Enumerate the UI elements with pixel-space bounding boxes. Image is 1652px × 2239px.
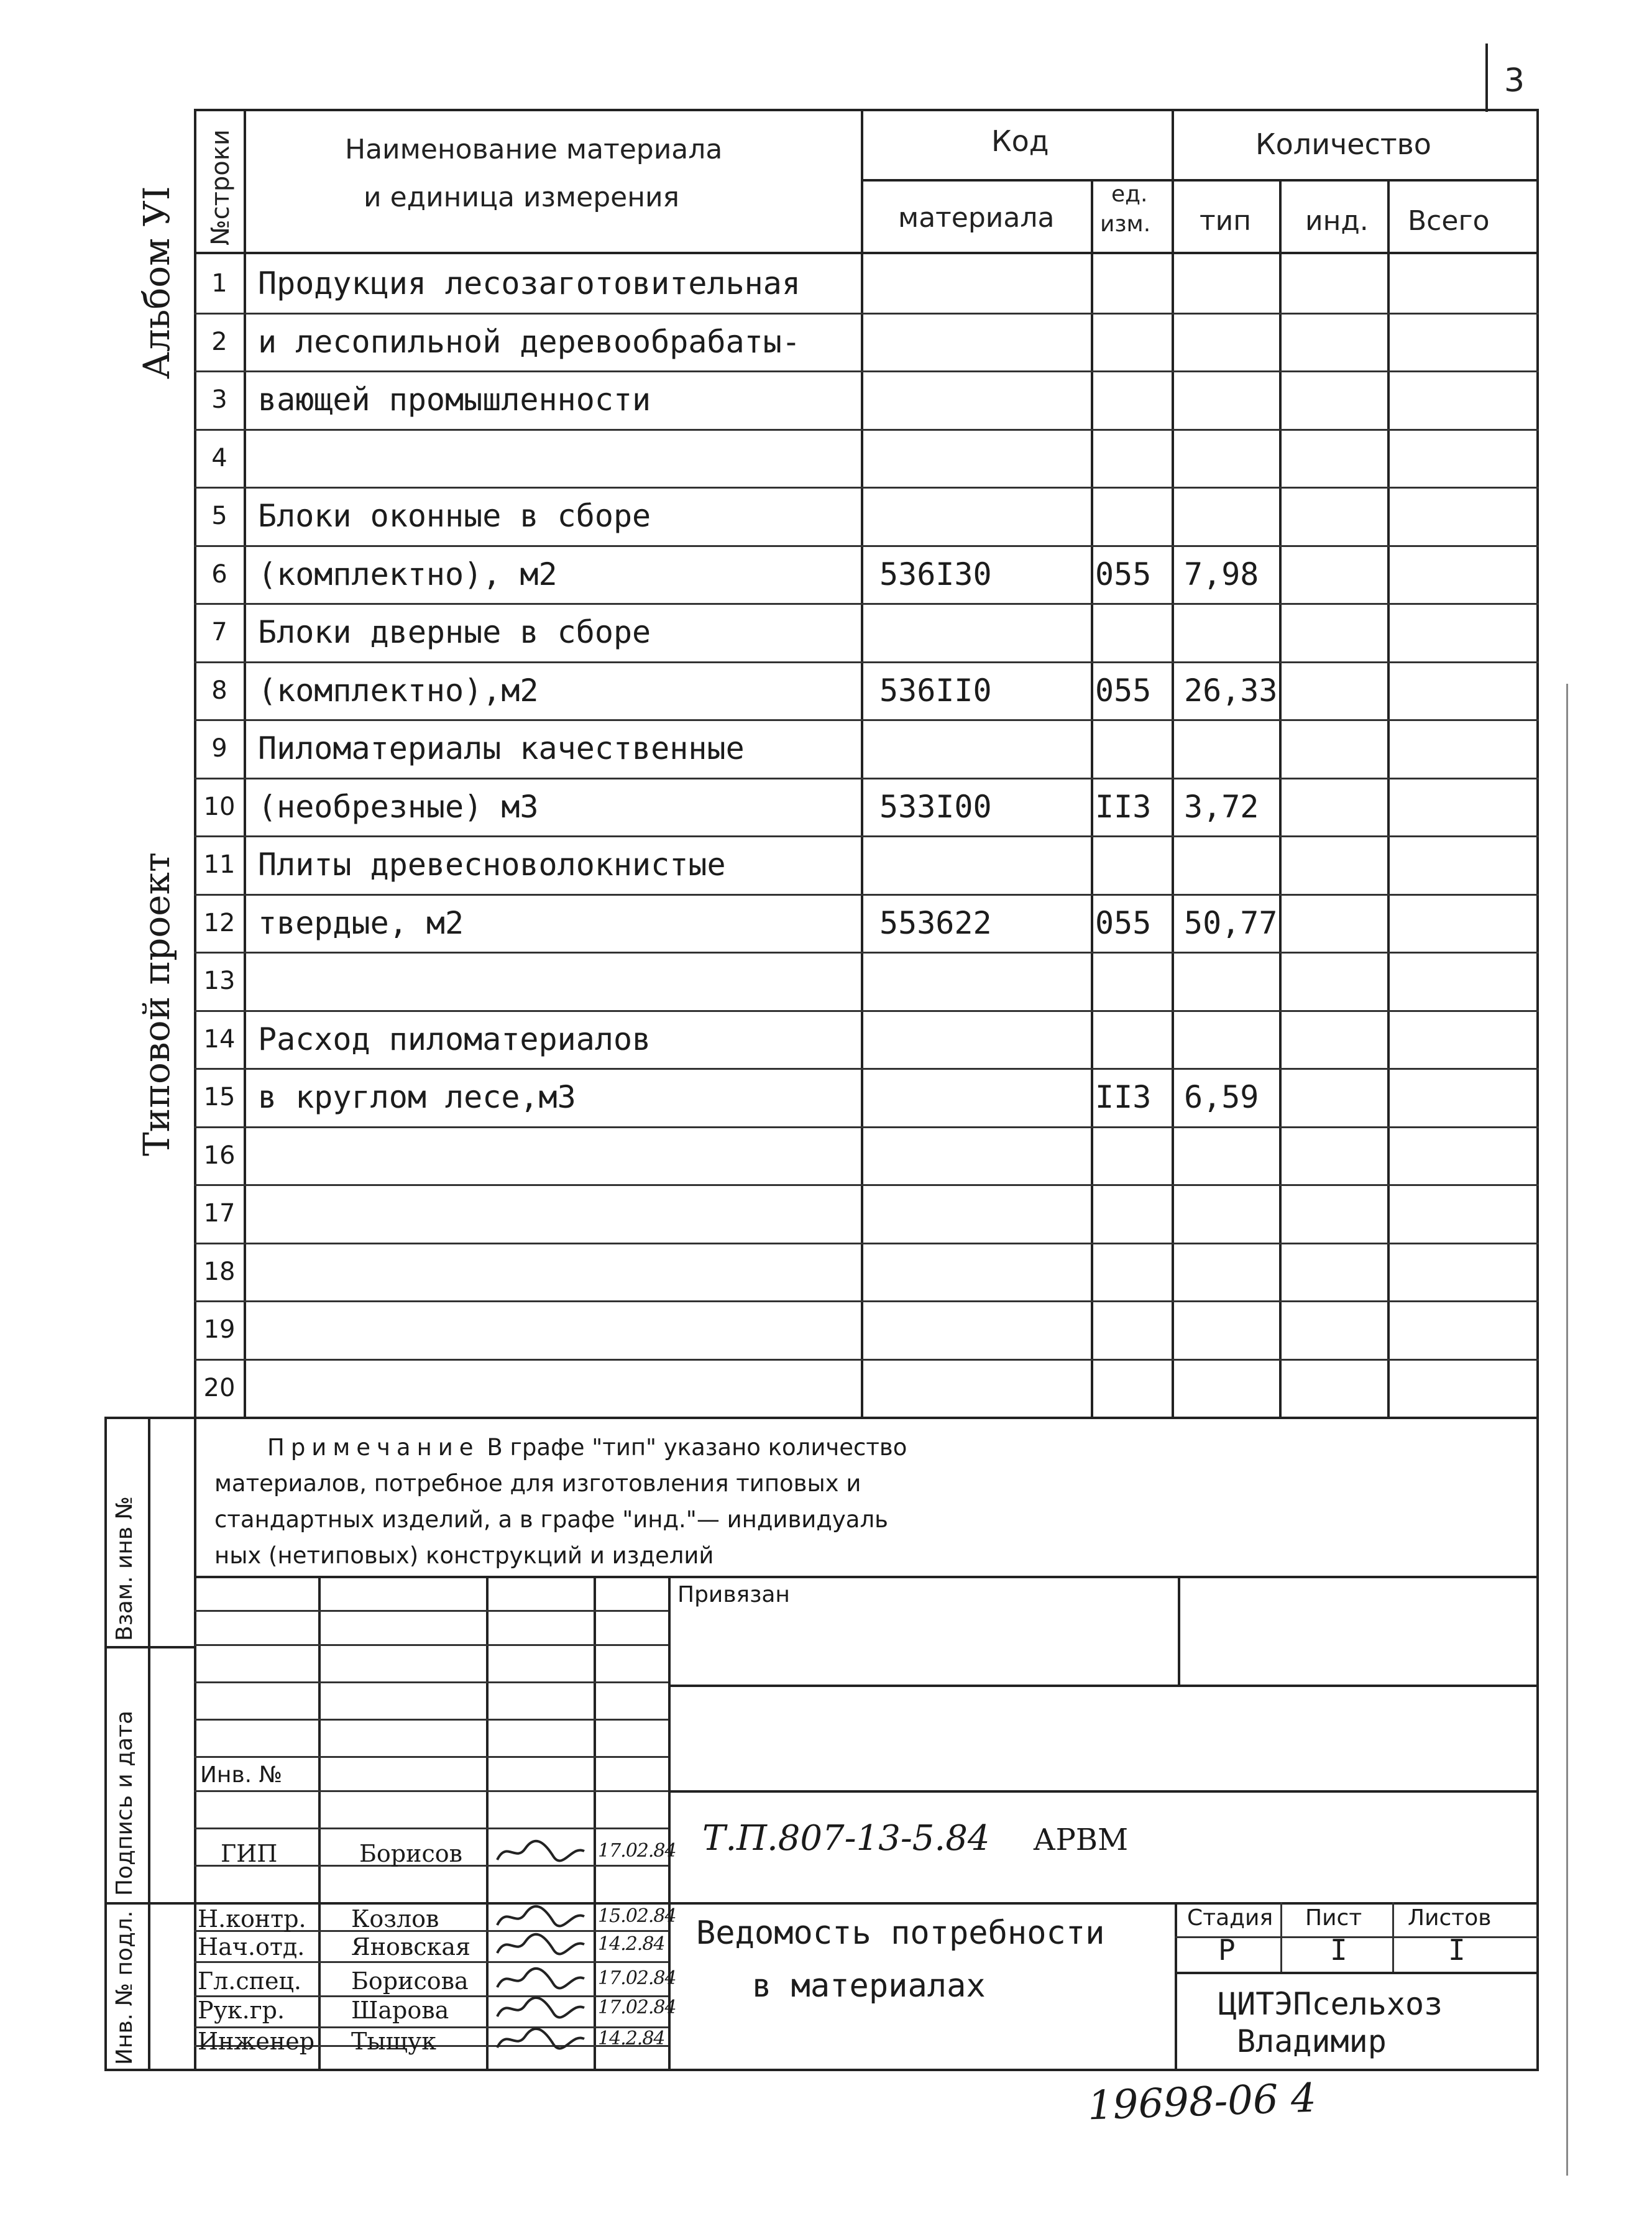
note-line4: ных (нетиповых) конструкций и изделий — [214, 1542, 714, 1569]
table-row — [0, 778, 1539, 836]
row-number: 1 — [211, 269, 227, 298]
sheets-label: Листов — [1408, 1905, 1492, 1931]
code-header: Код — [991, 124, 1049, 158]
signature-date: 14.2.84 — [598, 1933, 665, 1955]
material-name: (комплектно),м2 — [258, 673, 539, 709]
row-number: 6 — [211, 560, 227, 589]
vzam-label: Взам. инв № — [112, 1496, 137, 1641]
material-name: Блоки дверные в сборе — [258, 614, 651, 650]
archive-number: 19698-06 4 — [1086, 2075, 1317, 2130]
material-name: Продукция лесозаготовительная — [258, 265, 801, 301]
unit-code: II3 — [1095, 789, 1152, 825]
row-number: 16 — [203, 1141, 236, 1170]
signature-scribble — [494, 1994, 587, 2025]
project-label: Типовой проект — [135, 852, 178, 1156]
row-number: 7 — [211, 618, 227, 646]
table-row — [0, 1068, 1539, 1126]
doc-code-suffix: АРВМ — [1033, 1823, 1129, 1857]
signature-date: 17.02.84 — [598, 1997, 676, 2018]
row-number: 11 — [203, 850, 236, 879]
name-header-line2: и единица измерения — [364, 182, 680, 213]
signature-date: 17.02.84 — [598, 1967, 676, 1989]
row-number: 15 — [203, 1083, 236, 1111]
doc-code — [702, 1818, 1128, 1859]
row-number-header: №строки — [206, 129, 235, 246]
material-name: в круглом лесе,м3 — [258, 1079, 576, 1115]
note-line3: стандартных изделий, а в графе "инд."— индивидуаль — [214, 1506, 888, 1533]
row-number: 17 — [203, 1199, 236, 1228]
table-row — [0, 254, 1539, 313]
table-row — [0, 1359, 1539, 1417]
signature-role: Инженер — [198, 2028, 315, 2055]
material-code: 536II0 — [879, 673, 992, 709]
material-name: и лесопильной деревообрабаты- — [258, 324, 801, 360]
doc-title-line1: Ведомость потребности — [696, 1915, 1105, 1952]
typ-quantity: 3,72 — [1184, 789, 1259, 825]
signature-scribble — [494, 2025, 587, 2056]
org-line2: Владимир — [1237, 2023, 1387, 2059]
table-row — [0, 1010, 1539, 1069]
table-row — [0, 370, 1539, 429]
stage-value: Р — [1218, 1933, 1236, 1967]
material-header: материала — [898, 202, 1055, 234]
material-name: Расход пиломатериалов — [258, 1021, 651, 1057]
row-number: 4 — [211, 444, 227, 472]
signature-name: Козлов — [351, 1905, 439, 1933]
table-row — [0, 835, 1539, 894]
signature-scribble — [494, 1931, 587, 1962]
material-code: 536I30 — [879, 556, 992, 592]
material-name: Блоки оконные в сборе — [258, 498, 651, 534]
typ-header: тип — [1200, 205, 1251, 237]
table-row — [0, 661, 1539, 720]
unit-code: 055 — [1095, 556, 1152, 592]
table-row — [0, 429, 1539, 487]
unit-code: 055 — [1095, 905, 1152, 941]
material-code: 553622 — [879, 905, 992, 941]
signature-name: Яновская — [351, 1933, 470, 1961]
material-name: вающей промышленности — [258, 382, 651, 418]
signature-scribble — [494, 1965, 587, 1996]
material-name: Плиты древесноволокнистые — [258, 847, 726, 883]
signature-name: Борисова — [351, 1967, 469, 1995]
row-number: 13 — [203, 967, 236, 995]
org-line1: ЦИТЭПсельхоз — [1218, 1986, 1443, 2022]
page-number: 3 — [1504, 62, 1525, 99]
signature-role: Нач.отд. — [198, 1933, 305, 1961]
note-line1 — [267, 1430, 907, 1466]
signature-scribble — [494, 1903, 587, 1934]
signature-name: Тыщук — [351, 2028, 437, 2055]
note-text-1: В графе "тип" указано количество — [487, 1434, 907, 1461]
material-name: (комплектно), м2 — [258, 556, 558, 592]
typ-quantity: 26,33 — [1184, 673, 1278, 709]
row-number: 2 — [211, 328, 227, 356]
typ-quantity: 6,59 — [1184, 1079, 1259, 1115]
sheet-value: I — [1330, 1933, 1347, 1967]
row-number: 18 — [203, 1257, 236, 1286]
signature-name: Борисов — [359, 1840, 463, 1867]
stage-label: Стадия — [1187, 1905, 1273, 1931]
material-name: Пиломатериалы качественные — [258, 730, 745, 766]
table-row — [0, 719, 1539, 778]
quantity-header: Количество — [1255, 127, 1431, 161]
typ-quantity: 7,98 — [1184, 556, 1259, 592]
ind-header: инд. — [1305, 205, 1369, 237]
sheets-value: I — [1448, 1933, 1466, 1967]
inv-no-label: Инв. № — [200, 1762, 283, 1788]
signature-role: Н.контр. — [198, 1905, 306, 1933]
privyazan-label: Привязан — [677, 1582, 790, 1607]
row-number: 12 — [203, 909, 236, 937]
unit-header-line2: изм. — [1100, 211, 1151, 237]
note-label: Примечание — [267, 1434, 480, 1461]
table-row — [0, 313, 1539, 371]
table-row — [0, 603, 1539, 661]
unit-header-line1: ед. — [1111, 182, 1148, 207]
podpis-label: Подпись и дата — [112, 1710, 137, 1896]
doc-code-number: Т.П.807-13-5.84 — [702, 1818, 990, 1859]
album-label: Альбом УI — [135, 186, 178, 379]
material-name: (необрезные) м3 — [258, 789, 539, 825]
signature-date: 17.02.84 — [598, 1840, 676, 1862]
row-number: 3 — [211, 385, 227, 414]
row-number: 19 — [203, 1315, 236, 1344]
signature-name: Шарова — [351, 1997, 449, 2024]
material-code: 533I00 — [879, 789, 992, 825]
row-number: 20 — [203, 1374, 236, 1402]
doc-title-line2: в материалах — [752, 1967, 986, 2005]
signature-date: 15.02.84 — [598, 1905, 676, 1927]
table-row — [0, 1300, 1539, 1359]
table-row — [0, 894, 1539, 952]
table-row — [0, 545, 1539, 604]
sheet-label: Пист — [1305, 1905, 1362, 1931]
row-number: 14 — [203, 1025, 236, 1054]
table-row — [0, 487, 1539, 545]
inv-podl-label: Инв. № подл. — [112, 1910, 137, 2065]
signature-role: Гл.спец. — [198, 1967, 301, 1995]
material-name: твердые, м2 — [258, 905, 464, 941]
signature-date: 14.2.84 — [598, 2028, 665, 2049]
name-header-line1: Наименование материала — [345, 134, 723, 165]
unit-code: 055 — [1095, 673, 1152, 709]
table-row — [0, 1243, 1539, 1301]
row-number: 8 — [211, 676, 227, 705]
row-number: 9 — [211, 734, 227, 763]
typ-quantity: 50,77 — [1184, 905, 1278, 941]
note-line2: материалов, потребное для изготовления типовых и — [214, 1470, 861, 1497]
row-number: 10 — [203, 793, 236, 821]
total-header: Всего — [1408, 205, 1490, 237]
table-row — [0, 952, 1539, 1010]
table-row — [0, 1126, 1539, 1185]
unit-code: II3 — [1095, 1079, 1152, 1115]
signature-scribble — [494, 1837, 587, 1869]
table-row — [0, 1184, 1539, 1243]
row-number: 5 — [211, 502, 227, 530]
signature-role: Рук.гр. — [198, 1997, 285, 2024]
signature-role: ГИП — [221, 1840, 278, 1867]
